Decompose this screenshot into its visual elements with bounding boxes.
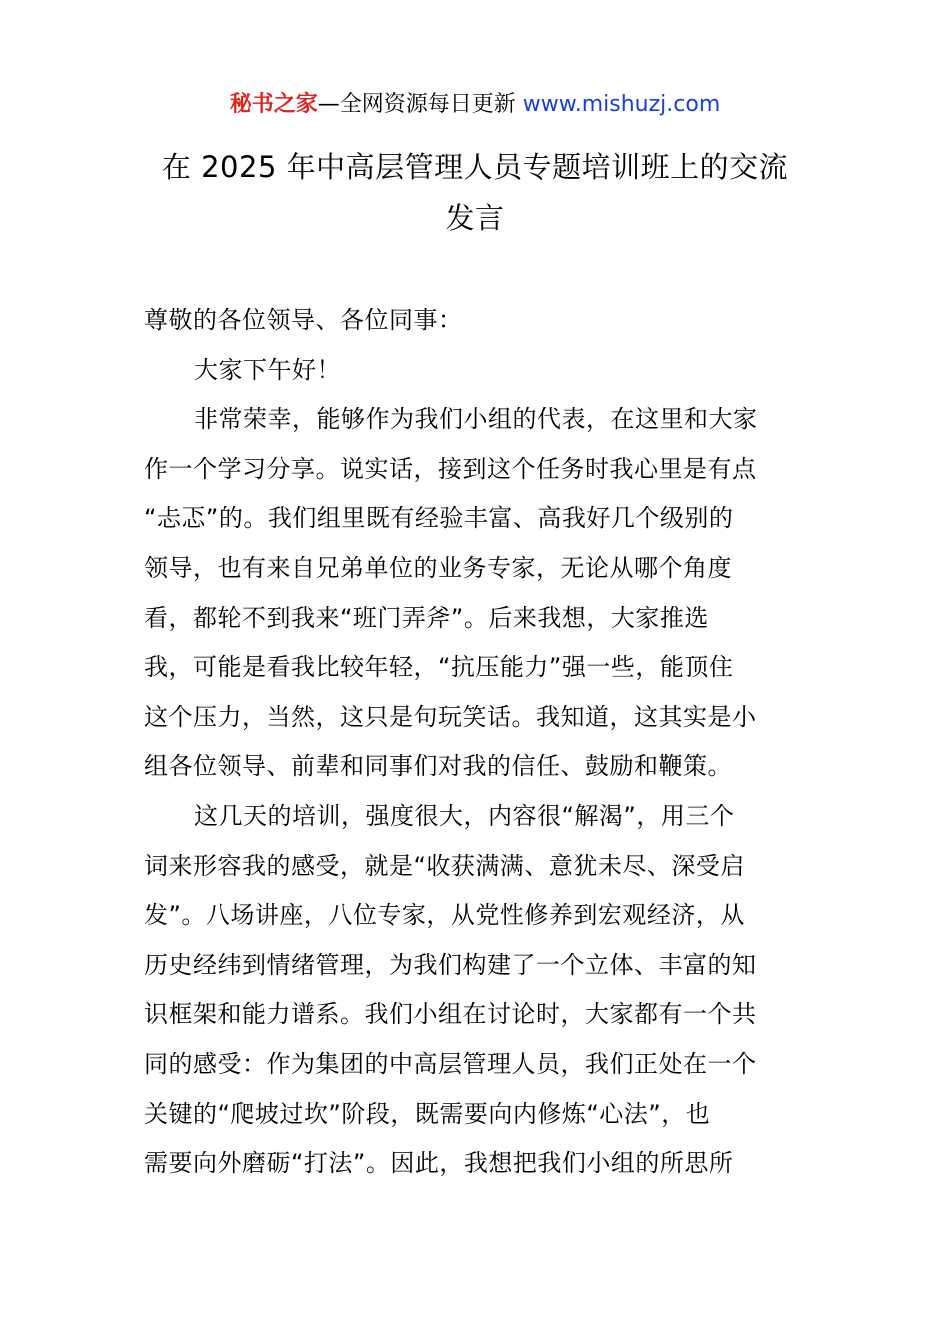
paragraph-line: “忐忑”的。我们组里既有经验丰富、高我好几个级别的 [144, 504, 734, 533]
header-tagline: —全网资源每日更新 [317, 92, 516, 117]
paragraph-line: 我，可能是看我比较年轻，“抗压能力”强一些，能顶住 [144, 653, 734, 682]
document-body [144, 296, 814, 1189]
document-title [140, 142, 810, 244]
salutation: 尊敬的各位领导、各位同事： [144, 306, 463, 334]
paragraph-line: 这个压力，当然，这只是句玩笑话。我知道，这其实是小 [144, 702, 757, 731]
site-header [0, 88, 950, 122]
greeting: 大家下午好！ [194, 355, 341, 384]
paragraph-line: 识框架和能力谱系。我们小组在讨论时，大家都有一个共 [144, 1000, 757, 1029]
paragraph-line: 非常荣幸，能够作为我们小组的代表，在这里和大家 [194, 405, 758, 434]
paragraph-line: 作一个学习分享。说实话，接到这个任务时我心里是有点 [144, 454, 757, 483]
title-line-1: 在 2025 年中高层管理人员专题培训班上的交流 [161, 150, 789, 184]
paragraph-line: 领导，也有来自兄弟单位的业务专家，无论从哪个角度 [144, 553, 732, 582]
paragraph-line: 发”。八场讲座，八位专家，从党性修养到宏观经济，从 [144, 901, 745, 930]
paragraph-line: 词来形容我的感受，就是“收获满满、意犹未尽、深受启 [144, 851, 745, 880]
paragraph-2 [144, 792, 814, 1189]
paragraph-line: 组各位领导、前辈和同事们对我的信任、鼓励和鞭策。 [144, 752, 732, 781]
paragraph-line: 同的感受：作为集团的中高层管理人员，我们正处在一个 [144, 1049, 757, 1078]
paragraph-1 [144, 395, 814, 792]
paragraph-line: 历史经纬到情绪管理，为我们构建了一个立体、丰富的知 [144, 950, 757, 979]
title-line-2: 发言 [445, 201, 505, 235]
brand-name: 秘书之家 [229, 92, 318, 117]
paragraph-line: 看，都轮不到我来“班门弄斧”。后来我想，大家推选 [144, 603, 709, 632]
paragraph-line: 需要向外磨砺“打法”。因此，我想把我们小组的所思所 [144, 1149, 734, 1178]
paragraph-line: 这几天的培训，强度很大，内容很“解渴”，用三个 [194, 801, 735, 830]
paragraph-line: 关键的“爬坡过坎”阶段，既需要向内修炼“心法”，也 [144, 1099, 711, 1128]
site-url-link[interactable]: www.mishuzj.com [522, 92, 721, 117]
